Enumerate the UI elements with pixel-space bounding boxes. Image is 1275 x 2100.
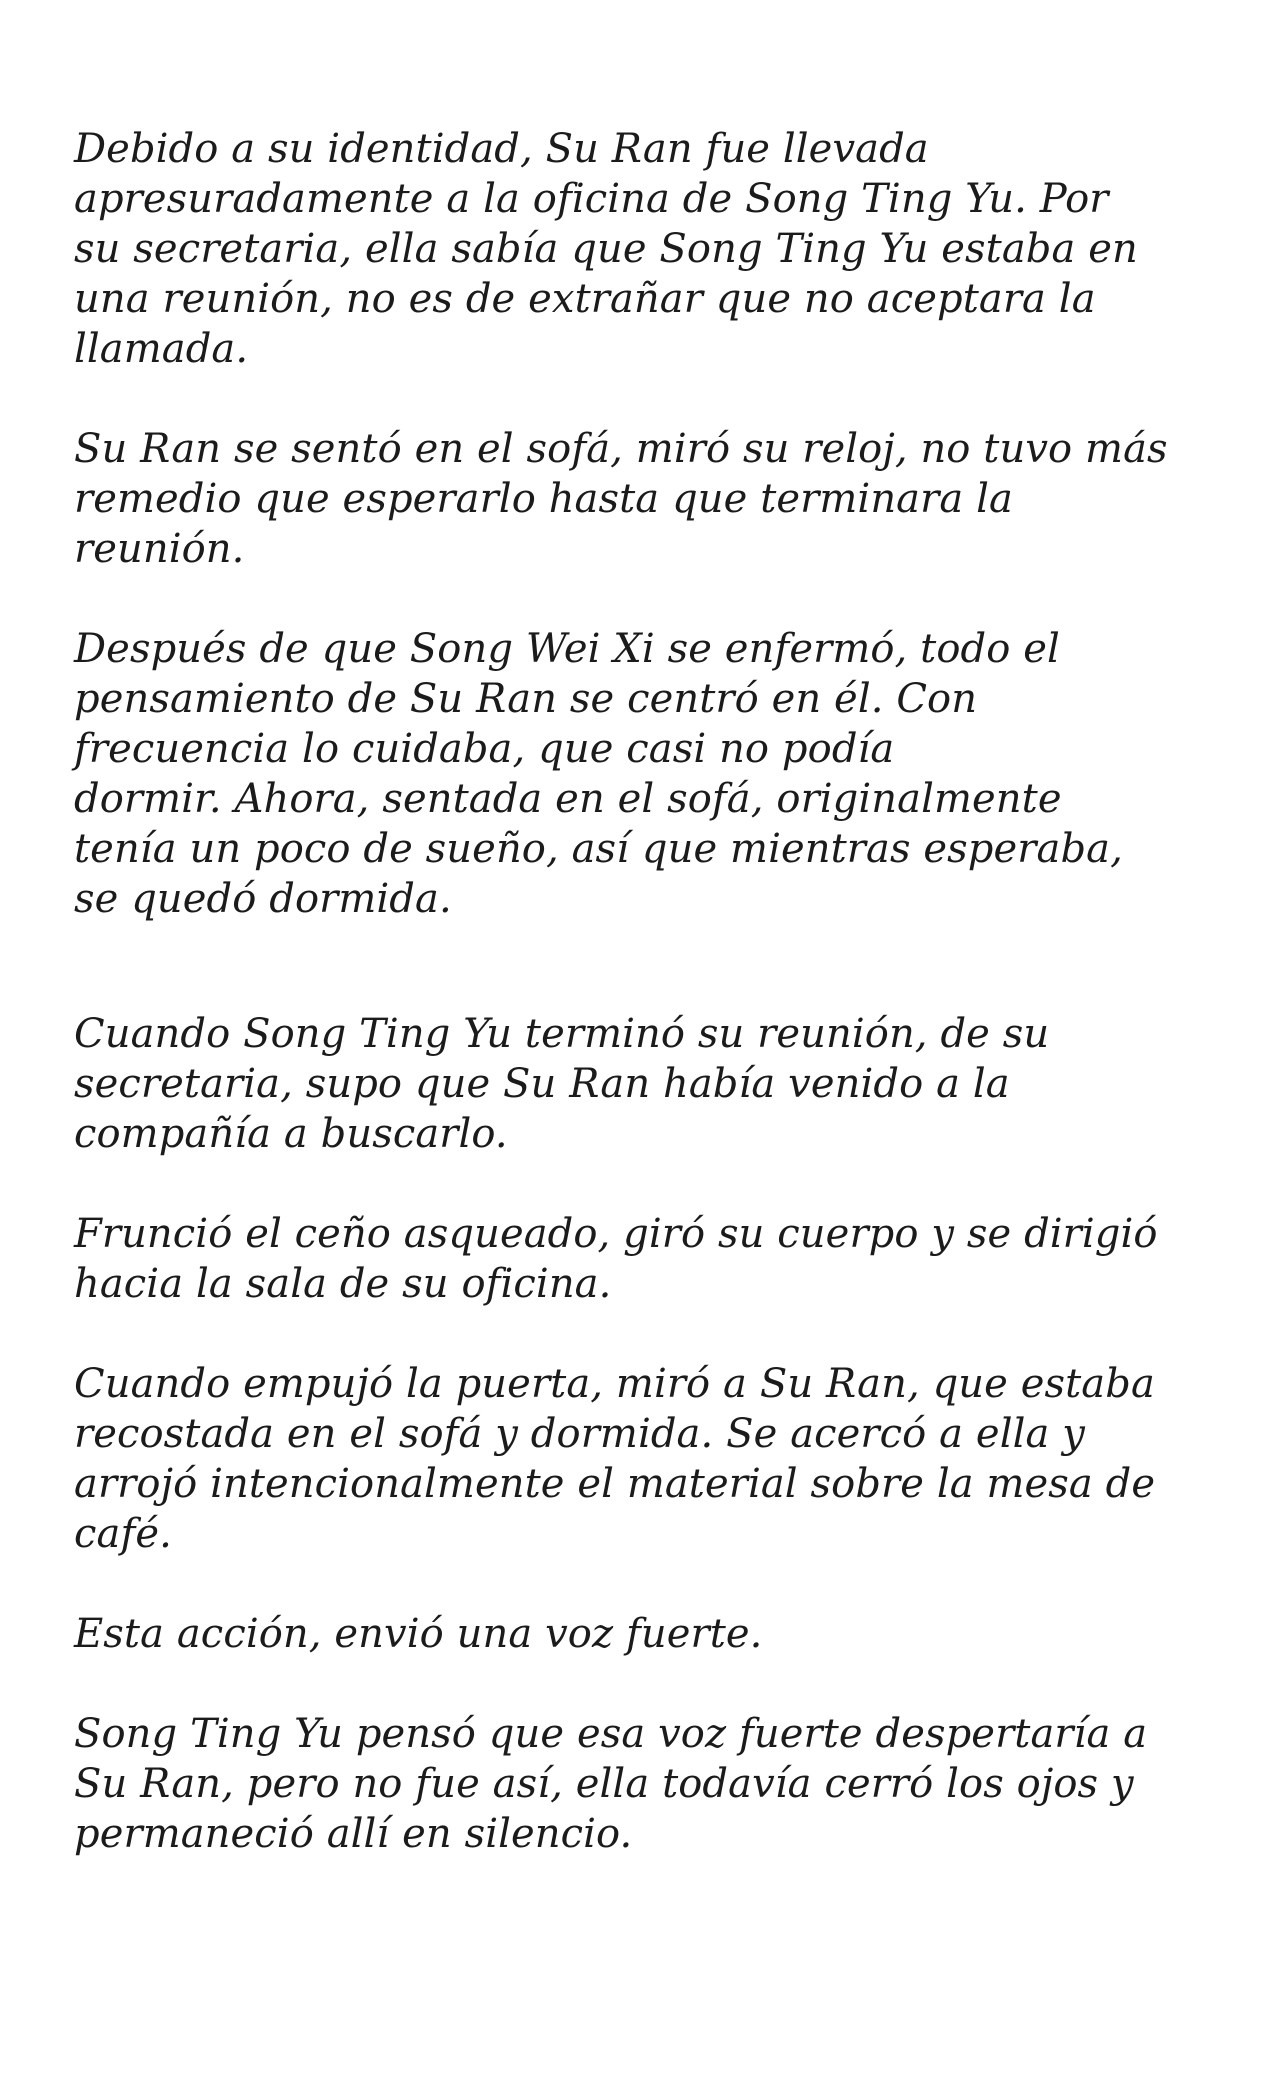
paragraph-3: Después de que Song Wei Xi se enfermó, todo el pensamiento de Su Ran se centró en él. Con frecuencia lo cuidaba, que casi no podía dormir. Ahora, sentada en el sofá, originalmente tenía un poco de sueño, así que mientras esperaba, se quedó dormida.: [74, 626, 1123, 922]
paragraph-6: Cuando empujó la puerta, miró a Su Ran, que estaba recostada en el sofá y dormida. Se acercó a ella y arrojó intencionalmente el material sobre la mesa de café.: [74, 1361, 1156, 1557]
paragraph-spacer: [74, 1559, 1224, 1609]
paragraph-spacer: [74, 1159, 1224, 1209]
paragraph-7: Esta acción, envió una voz fuerte.: [74, 1611, 763, 1657]
paragraph-spacer: [74, 374, 1224, 424]
paragraph-spacer: [74, 1659, 1224, 1709]
paragraph-5: Frunció el ceño asqueado, giró su cuerpo y se dirigió hacia la sala de su oficina.: [74, 1211, 1158, 1307]
paragraph-spacer: [74, 574, 1224, 624]
section-spacer: [74, 924, 1224, 1009]
paragraph-2: Su Ran se sentó en el sofá, miró su reloj, no tuvo más remedio que esperarlo hasta que terminara la reunión.: [74, 426, 1168, 572]
text-body: [74, 124, 1224, 1859]
paragraph-4: Cuando Song Ting Yu terminó su reunión, de su secretaria, supo que Su Ran había venido a la compañía a buscarlo.: [74, 1011, 1050, 1157]
paragraph-spacer: [74, 1309, 1224, 1359]
paragraph-1: Debido a su identidad, Su Ran fue llevada apresuradamente a la oficina de Song Ting Yu. Por su secretaria, ella sabía que Song Ting Yu estaba en una reunión, no es de extrañar que no aceptara la llamada.: [74, 126, 1138, 372]
paragraph-8: Song Ting Yu pensó que esa voz fuerte despertaría a Su Ran, pero no fue así, ella todavía cerró los ojos y permaneció allí en silencio.: [74, 1711, 1148, 1857]
